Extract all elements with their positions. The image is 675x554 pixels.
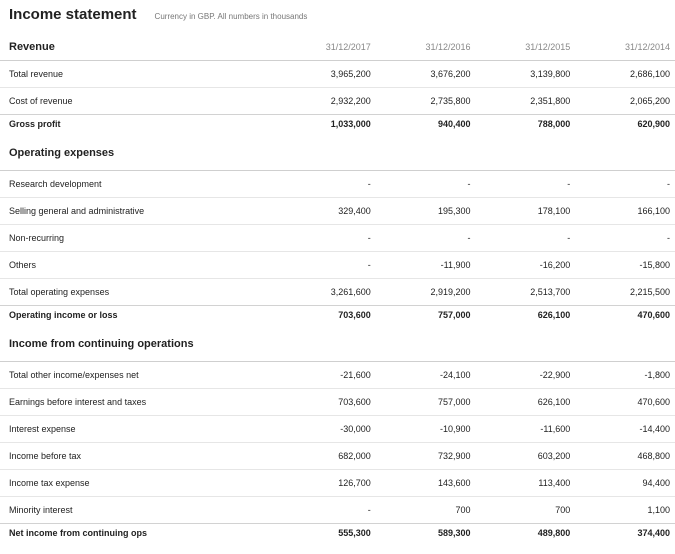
row-value: -22,900 (476, 362, 576, 389)
row-value: 700 (476, 497, 576, 524)
row-value: 620,900 (575, 115, 675, 133)
table-row-operating-income-or-loss (0, 306, 675, 324)
row-value: 757,000 (376, 306, 476, 324)
table-row-interest-expense (0, 416, 675, 443)
row-value: 732,900 (376, 443, 476, 470)
row-value: 700 (376, 497, 476, 524)
page-title: Income statement (9, 6, 137, 23)
row-value: - (276, 171, 376, 198)
row-label: Operating income or loss (0, 306, 276, 324)
row-value: 2,735,800 (376, 88, 476, 115)
row-value: 2,919,200 (376, 279, 476, 306)
table-row-minority-interest (0, 497, 675, 524)
row-label: Non-recurring (0, 225, 276, 252)
currency-note: Currency in GBP. All numbers in thousands (154, 12, 308, 21)
row-value: 757,000 (376, 389, 476, 416)
table-row-research-development (0, 171, 675, 198)
row-value: -11,900 (376, 252, 476, 279)
row-value: 126,700 (276, 470, 376, 497)
table-row-others (0, 252, 675, 279)
row-value: 489,800 (476, 524, 576, 542)
table-row-earnings-before-interest-and-taxes (0, 389, 675, 416)
row-value: -10,900 (376, 416, 476, 443)
row-value: 3,261,600 (276, 279, 376, 306)
row-value: 589,300 (376, 524, 476, 542)
section-header-continuing (0, 323, 675, 362)
table-row-total-operating-expenses (0, 279, 675, 306)
row-value: 470,600 (575, 389, 675, 416)
income-statement-body (0, 33, 675, 541)
row-value: 2,215,500 (575, 279, 675, 306)
row-label: Total other income/expenses net (0, 362, 276, 389)
column-header-date: 31/12/2016 (425, 41, 471, 52)
row-label: Earnings before interest and taxes (0, 389, 276, 416)
row-value: 470,600 (575, 306, 675, 324)
empty-cell (575, 323, 675, 362)
row-label: Total revenue (0, 61, 276, 88)
row-value: 3,676,200 (376, 61, 476, 88)
row-value: 940,400 (376, 115, 476, 133)
table-row-total-other-income-expenses-net (0, 362, 675, 389)
column-header-date: 31/12/2017 (325, 41, 371, 52)
row-value: 788,000 (476, 115, 576, 133)
row-label: Income before tax (0, 443, 276, 470)
table-row-non-recurring (0, 225, 675, 252)
empty-cell (476, 323, 576, 362)
table-row-selling-general-and-administrative (0, 198, 675, 225)
row-value: 94,400 (575, 470, 675, 497)
row-value: -15,800 (575, 252, 675, 279)
row-value: 2,513,700 (476, 279, 576, 306)
row-label: Minority interest (0, 497, 276, 524)
empty-cell (476, 132, 576, 171)
row-value: - (575, 171, 675, 198)
table-row-income-before-tax (0, 443, 675, 470)
row-value: -1,800 (575, 362, 675, 389)
row-label: Gross profit (0, 115, 276, 133)
row-value: 3,965,200 (276, 61, 376, 88)
row-value: 2,065,200 (575, 88, 675, 115)
row-value: 682,000 (276, 443, 376, 470)
empty-cell (276, 132, 376, 171)
section-title: Income from continuing operations (9, 337, 194, 350)
row-value: -14,400 (575, 416, 675, 443)
row-value: 703,600 (276, 389, 376, 416)
row-value: 2,351,800 (476, 88, 576, 115)
section-header-operating (0, 132, 675, 171)
row-value: - (376, 171, 476, 198)
row-value: - (575, 225, 675, 252)
row-value: 113,400 (476, 470, 576, 497)
row-value: 703,600 (276, 306, 376, 324)
section-title: Revenue (9, 40, 55, 53)
row-value: -11,600 (476, 416, 576, 443)
empty-cell (376, 323, 476, 362)
row-label: Selling general and administrative (0, 198, 276, 225)
row-value: 178,100 (476, 198, 576, 225)
row-value: 1,100 (575, 497, 675, 524)
empty-cell (376, 132, 476, 171)
table-row-net-income-from-continuing-ops (0, 524, 675, 542)
row-value: 195,300 (376, 198, 476, 225)
row-label: Others (0, 252, 276, 279)
table-row-cost-of-revenue (0, 88, 675, 115)
row-value: 2,686,100 (575, 61, 675, 88)
row-value: 626,100 (476, 306, 576, 324)
row-value: 2,932,200 (276, 88, 376, 115)
section-title: Operating expenses (9, 146, 115, 159)
row-label: Interest expense (0, 416, 276, 443)
row-label: Income tax expense (0, 470, 276, 497)
row-value: 166,100 (575, 198, 675, 225)
row-value: 626,100 (476, 389, 576, 416)
income-statement-table (0, 33, 675, 541)
row-value: 374,400 (575, 524, 675, 542)
row-value: - (376, 225, 476, 252)
row-value: - (276, 497, 376, 524)
row-value: 3,139,800 (476, 61, 576, 88)
empty-cell (276, 323, 376, 362)
title-bar (9, 6, 307, 28)
row-value: 468,800 (575, 443, 675, 470)
row-label: Research development (0, 171, 276, 198)
row-label: Cost of revenue (0, 88, 276, 115)
row-value: - (476, 171, 576, 198)
row-value: -30,000 (276, 416, 376, 443)
row-value: -24,100 (376, 362, 476, 389)
table-row-income-tax-expense (0, 470, 675, 497)
row-value: 329,400 (276, 198, 376, 225)
row-value: 143,600 (376, 470, 476, 497)
row-value: - (276, 252, 376, 279)
table-row-total-revenue (0, 61, 675, 88)
section-header-revenue (0, 33, 675, 61)
row-value: -16,200 (476, 252, 576, 279)
empty-cell (575, 132, 675, 171)
row-value: 603,200 (476, 443, 576, 470)
row-value: - (276, 225, 376, 252)
row-value: 1,033,000 (276, 115, 376, 133)
table-row-gross-profit (0, 115, 675, 133)
row-value: -21,600 (276, 362, 376, 389)
column-header-date: 31/12/2014 (624, 41, 670, 52)
column-header-date: 31/12/2015 (525, 41, 571, 52)
row-value: 555,300 (276, 524, 376, 542)
row-value: - (476, 225, 576, 252)
row-label: Net income from continuing ops (0, 524, 276, 542)
row-label: Total operating expenses (0, 279, 276, 306)
